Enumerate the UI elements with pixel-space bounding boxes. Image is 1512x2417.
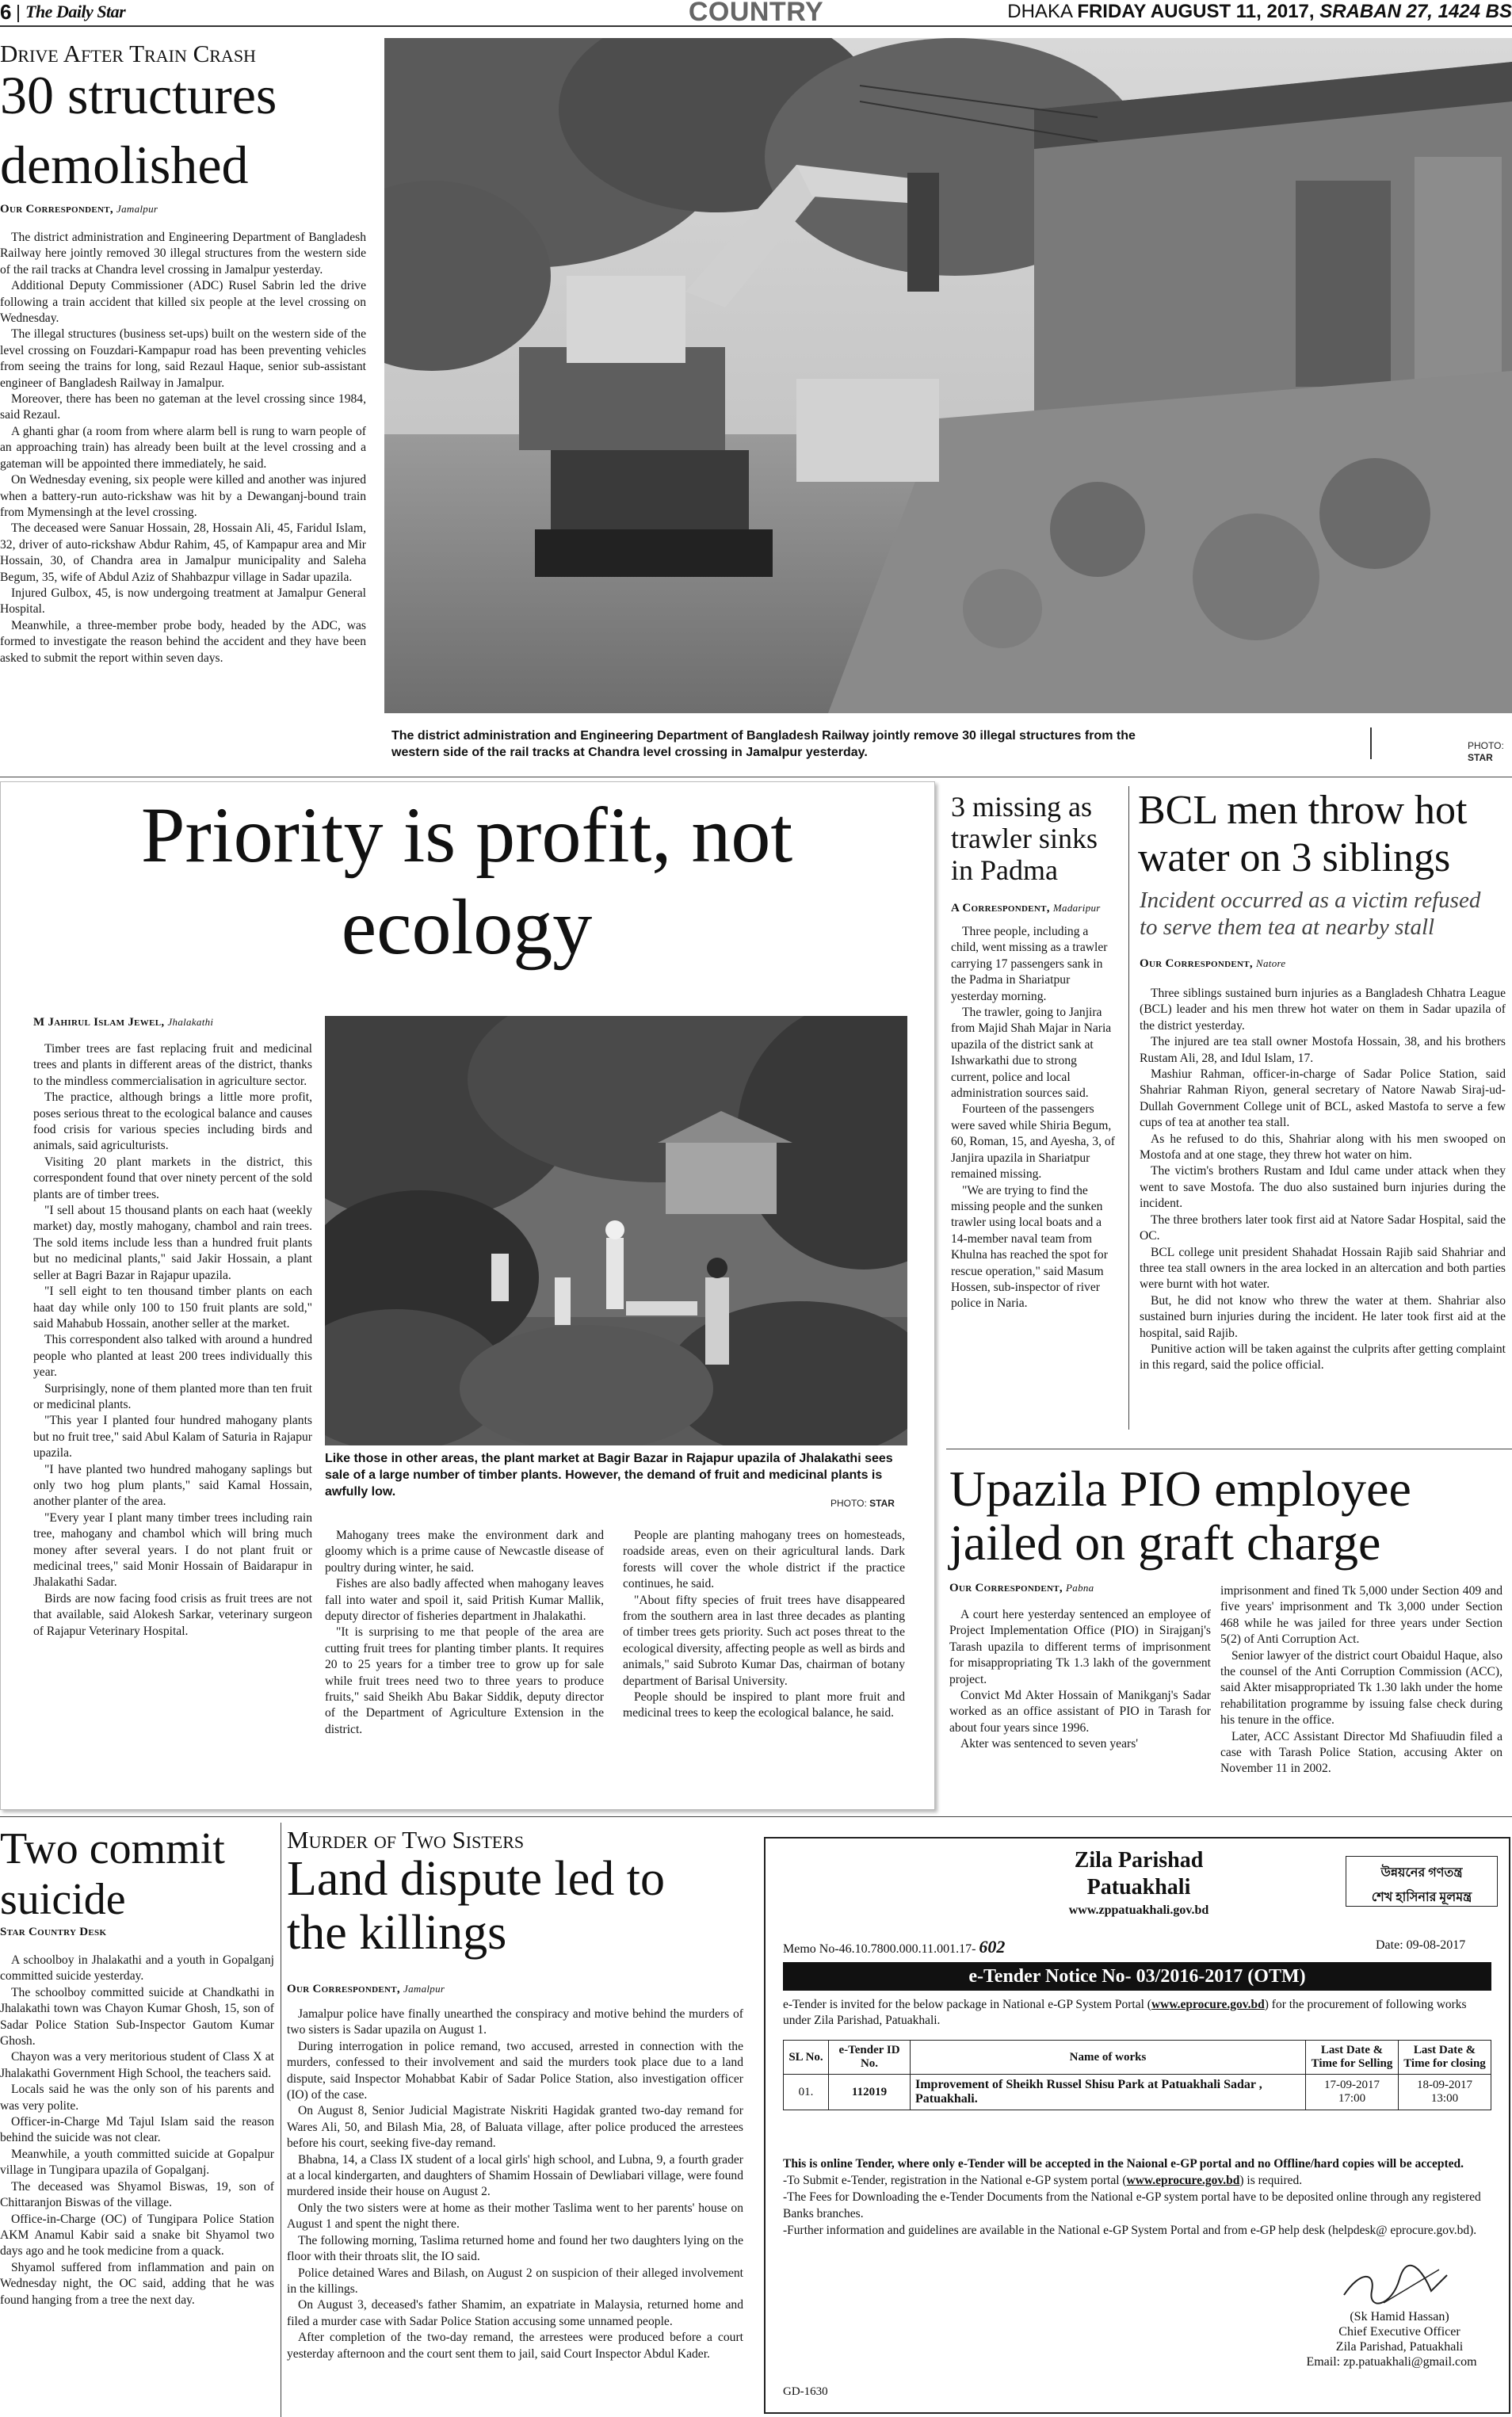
ad-memo-number: Memo No-46.10.7800.000.11.001.17-: [783, 1942, 976, 1956]
story4-paragraph: Mashiur Rahman, officer-in-charge of Sadar Police Station, said Shahriar Rahman Riyon, general secretary of Natore Nawab Siraj-ud-Dullah Government College unit of BCL, asked Mastofa to serve a few cups of tea at another tea stall.: [1140, 1067, 1506, 1130]
story2-paragraph: Birds are now facing food crisis as fruit trees are not that available, said Alokesh Sarkar, veterinary surgeon of Rajapur Veterinary Hospital.: [33, 1591, 312, 1638]
ad-note-helpdesk: -Further information and guidelines are available in the National e-GP System Portal and from e-GP help desk (helpdesk@ eprocure.gov.bd).: [783, 2224, 1477, 2237]
ad-signer-block: [1257, 2309, 1495, 2369]
story7-headline-line2: the killings: [287, 1906, 507, 1960]
ad-slogan-line1: উন্নয়নের গণতন্ত্র: [1380, 1866, 1463, 1880]
story7-headline-line1: Land dispute led to: [287, 1852, 665, 1906]
story2-paragraph: People are planting mahogany trees on homesteads, roadside areas, even on their agricultural lands. Dark forests will cover the whole district if the practice continues, he said.: [623, 1529, 905, 1591]
story5-column1: [949, 1607, 1211, 1753]
story5-paragraph: imprisonment and fined Tk 5,000 under Section 409 and five years' imprisonment and Tk 3,000 under Section 468 while he was jailed for three years under Section 5(2) of Anti Corruption Act.: [1220, 1584, 1502, 1647]
story2-byline: [33, 1016, 213, 1029]
ad-slogan-line2: শেখ হাসিনার মূলমন্ত্র: [1371, 1891, 1472, 1904]
tender-cell-id: 112019: [829, 2075, 911, 2110]
story4-subhead-line1: Incident occurred as a victim refused: [1140, 888, 1481, 913]
story2-paragraph: Timber trees are fast replacing fruit and medicinal trees and plants in different areas of the district, thanks to the mindless commercialisation in agriculture sector.: [33, 1042, 312, 1088]
section-title: COUNTRY: [688, 0, 824, 27]
story2-paragraph: "Every year I plant many timber trees including rain tree, mahogany and chambol which will bring much money after several years. I do not plant fruit or medicinal trees," said Monir Hossain of Baidarapur in Jhalakathi Sadar.: [33, 1510, 312, 1590]
story4-paragraph: The injured are tea stall owner Mostofa Hossain, 38, and his brothers Rustam Ali, 28, and Idul Islam, 17.: [1140, 1035, 1506, 1065]
story4-body: [1140, 986, 1506, 1374]
story3-byline-location: Madaripur: [1052, 902, 1101, 914]
story1-byline-name: Our Correspondent,: [0, 203, 113, 216]
story1-byline: [0, 203, 158, 216]
story6-paragraph: Officer-in-Charge Md Tajul Islam said the reason behind the suicide was not clear.: [0, 2115, 274, 2145]
story6-body: [0, 1953, 274, 2308]
page-header: [0, 0, 1512, 27]
story1-photo-caption: The district administration and Engineering Department of Bangladesh Railway jointly remove 30 illegal structures from the western side of the rail tracks at Chandra level crossing in Jamalpur yesterday.: [391, 729, 1136, 759]
story6-headline-line2: suicide: [0, 1875, 126, 1924]
story2-paragraph: "About fifty species of fruit trees have disappeared from the southern area in last three decades as planting of timber trees gets priority. Such act poses threat to the ecological diversity, affecting people as well as birds and animals," said Subroto Kumar Das, chairman of botany department of Barisal University.: [623, 1593, 905, 1688]
dateline-bs: SRABAN 27, 1424 BS: [1319, 1, 1512, 22]
story4-headline-line1: BCL men throw hot: [1138, 788, 1468, 833]
tender-cell-closing: 18-09-2017 13:00: [1399, 2075, 1491, 2110]
caption-divider: [1370, 727, 1372, 759]
story3-body: [951, 924, 1117, 1312]
ad-eprocure-link[interactable]: www.eprocure.gov.bd: [1126, 2174, 1240, 2187]
story2-headline-line1: Priority is profit, not: [140, 791, 793, 879]
story6-paragraph: Shyamol suffered from inflammation and pain on Wednesday night, the OC said, adding that he was found hanging from a tree the next day.: [0, 2260, 274, 2307]
demolition-photo: [384, 38, 1512, 713]
ad-website: www.zppatuakhali.gov.bd: [1068, 1903, 1209, 1917]
table-row: [784, 2075, 1491, 2110]
story7-paragraph: The following morning, Taslima returned home and found her two daughters lying on the floor with their throats slit, the IO said.: [287, 2233, 743, 2264]
tender-th-sl: SL No.: [784, 2041, 829, 2075]
story2-column2: [325, 1528, 604, 1738]
story6-headline-line1: Two commit: [0, 1824, 225, 1873]
story5-paragraph: A court here yesterday sentenced an employee of Project Implementation Office (PIO) in Sirajganj's Tarash upazila to different terms of imprisonment for misappropriating Tk 1.3 lakh of the government project.: [949, 1608, 1211, 1686]
story2-column1: [33, 1041, 312, 1640]
tender-cell-sl: 01.: [784, 2075, 829, 2110]
story4-byline-name: Our Correspondent,: [1140, 957, 1253, 970]
story1-paragraph: The illegal structures (business set-ups) built on the western side of the level crossing on Fouzdari-Kampapur road has been preventing vehicles from seeing the trains for long, said Rezaul Haque, senior sub-assistant engineer of Bangladesh Railway in Jamalpur.: [0, 327, 366, 390]
story5-byline-location: Pabna: [1066, 1582, 1094, 1594]
story2-paragraph: "I sell eight to ten thousand timber plants on each haat day while only 100 to 150 fruit plants are sold," said Mahabub Hossain, another seller at the market.: [33, 1285, 312, 1331]
photo-credit-source: STAR: [1468, 752, 1493, 763]
story1-photo-credit: [1468, 740, 1504, 764]
story1-paragraph: The deceased were Sanuar Hossain, 28, Hossain Ali, 45, Faridul Islam, 32, driver of auto-rickshaw Abdur Rahim, 45, of Kampapur area and Mir Hossain, 30, of Chandra area in Jamalpur municipality and Saleha Begum, 35, wife of Abdul Aziz of Shahbazpur village in Sadar upazila.: [0, 521, 366, 584]
story4-byline-location: Natore: [1256, 957, 1286, 969]
story2-paragraph: Visiting 20 plant markets in the district, this correspondent found that over ninety percent of the sold plants are of timber trees.: [33, 1155, 312, 1201]
story1-paragraph: Meanwhile, a three-member probe body, headed by the ADC, was formed to investigate the reason behind the accident and they have been asked to submit the report within seven days.: [0, 618, 366, 665]
story2-paragraph: "I have planted two hundred mahogany saplings but only two hog plum plants," said Kamal Hossain, another planter of the area.: [33, 1462, 312, 1509]
ad-intro: [783, 1997, 1491, 2029]
ad-note-registration-text: -To Submit e-Tender, registration in the National e-GP system portal (: [783, 2174, 1127, 2187]
story2-column3: [623, 1528, 905, 1722]
story1-byline-location: Jamalpur: [116, 203, 158, 215]
plant-market-photo-image: [325, 1016, 907, 1445]
story1-paragraph: On Wednesday evening, six people were killed and another was injured when a battery-run auto-rickshaw was hit by a Dewanganj-bound train from Mymensingh at the level crossing.: [0, 473, 366, 519]
dateline: [1007, 1, 1512, 23]
tender-th-closing: Last Date & Time for closing: [1399, 2041, 1491, 2075]
story3-paragraph: Three people, including a child, went missing as a trawler carrying 17 passengers sank in the Padma in Shariatpur yesterday morning.: [951, 925, 1108, 1003]
story4-paragraph: The three brothers later took first aid at Natore Sadar Hospital, said the OC.: [1140, 1212, 1506, 1243]
story1-headline-line1: 30 structures: [0, 65, 277, 125]
story7-paragraph: After completion of the two-day remand, the arrestees were produced before a court yesterday afternoon and the court sent them to jail, said Court Inspector Abdul Kader.: [287, 2331, 743, 2361]
story7-paragraph: Bhabna, 14, a Class IX student of a local girls' high school, and Lubna, 9, a fourth grader at a local kindergarten, and daughters of Shamim Hossain of Dewliabari village, were found murdered inside their house on August 2.: [287, 2152, 743, 2199]
story5-paragraph: Akter was sentenced to seven years': [960, 1737, 1139, 1751]
tender-table: [783, 2040, 1491, 2110]
ad-org-name-line1: Zila Parishad: [1074, 1848, 1204, 1873]
story5-paragraph: Convict Md Akter Hossain of Manikganj's Sadar worked as an office assistant of PIO in Tarash for about four years since 1996.: [949, 1689, 1211, 1735]
story2-byline-name: M Jahirul Islam Jewel,: [33, 1016, 165, 1029]
story4-paragraph: As he refused to do this, Shahriar along with his men swooped on Mostofa and at one stage, they threw hot water on him.: [1140, 1132, 1506, 1163]
story3-byline: [951, 902, 1101, 915]
story6-paragraph: A schoolboy in Jhalakathi and a youth in Gopalganj committed suicide yesterday.: [0, 1953, 274, 1984]
story1-paragraph: The district administration and Engineering Department of Bangladesh Railway here jointly removed 30 illegal structures from the western side of the rail tracks at Chandra level crossing in Jamalpur yesterday.: [0, 231, 366, 277]
ad-notice-title: e-Tender Notice No- 03/2016-2017 (OTM): [968, 1966, 1306, 1987]
story3-paragraph: Fourteen of the passengers were saved while Shiria Begum, 60, Roman, 15, and Ayesha, 3, of Janjira upazila in Shariatpur remained missing.: [951, 1102, 1115, 1182]
photo-credit-label: PHOTO:: [1468, 740, 1504, 751]
story1-kicker: Drive After Train Crash: [0, 40, 256, 67]
ad-eprocure-link[interactable]: www.eprocure.gov.bd: [1151, 1998, 1265, 2011]
story5-paragraph: Senior lawyer of the district court Obaidul Haque, also the counsel of the Anti Corruption Commission (ACC), said Akter misappropriated Tk 1.30 lakh under the home rehabilitation programme by issuing false check during his tenure in the office.: [1220, 1648, 1502, 1728]
story7-byline: [287, 1983, 445, 1996]
story2-photo-credit: [830, 1498, 895, 1509]
story7-paragraph: Only the two sisters were at home as their mother Taslima went to her parents' house on August 1 and spent the night there.: [287, 2201, 743, 2232]
ad-notes: [783, 2155, 1491, 2239]
story5-byline-name: Our Correspondent,: [949, 1582, 1063, 1594]
story2-headline-line2: ecology: [341, 883, 593, 971]
ad-org-name-line2: Patuakhali: [1086, 1875, 1191, 1900]
story2-paragraph: The practice, although brings a little more profit, poses serious threat to the ecological balance and causes food crisis for various species including birds and animals, said agriculturists.: [33, 1090, 312, 1153]
ad-signer-email[interactable]: Email: zp.patuakhali@gmail.com: [1306, 2355, 1477, 2369]
story4-paragraph: BCL college unit president Shahadat Hossain Rajib said Shahriar and three tea stall owners in the area locked in an altercation and both parties were burnt with hot water.: [1140, 1245, 1506, 1292]
story3-byline-name: A Correspondent,: [951, 902, 1050, 914]
story1-paragraph: Injured Gulbox, 45, is now undergoing treatment at Jamalpur General Hospital.: [0, 586, 366, 617]
story3-headline-line3: in Padma: [951, 854, 1058, 886]
story2-paragraph: "This year I planted four hundred mahogany plants but no fruit tree," said Abul Kalam of Saturia in Rajapur upazila.: [33, 1414, 312, 1461]
ad-slogan-box: [1346, 1856, 1498, 1907]
story7-paragraph: During interrogation in police remand, two accused, arrested in connection with the murders, confessed to their involvement and said the murders took place due to a land dispute, said Inspector Mohabbat Kabir of Sadar Police Station, also investigation officer (IO) of the case.: [287, 2039, 743, 2102]
story2-paragraph: This correspondent also talked with around a hundred people who planted at least 200 trees individually this year.: [33, 1333, 312, 1380]
story5-column2: [1220, 1583, 1502, 1777]
story1-headline-line2: demolished: [0, 135, 249, 195]
story7-paragraph: On August 3, deceased's father Shamim, an expatriate in Malaysia, returned home and filed a murder case with Sadar Police Station accusing some unnamed people.: [287, 2298, 743, 2328]
tender-advertisement: [764, 1837, 1510, 2414]
tender-th-id: e-Tender ID No.: [829, 2041, 911, 2075]
tender-cell-selling: 17-09-2017 17:00: [1306, 2075, 1399, 2110]
story4-paragraph: The victim's brothers Rustam and Idul came under attack when they went to save Mostofa. The duo also sustained burn injuries during the incident.: [1140, 1164, 1506, 1211]
ad-note-online: This is online Tender, where only e-Tender will be accepted in the Naional e-GP portal and no Offline/hard copies will be accepted.: [783, 2157, 1464, 2171]
story2-paragraph: Surprisingly, none of them planted more than ten fruit or medicinal plants.: [33, 1381, 312, 1411]
photo-credit-label: PHOTO:: [830, 1498, 867, 1509]
page-number: 6: [0, 0, 12, 24]
ad-signer-title: Chief Executive Officer: [1338, 2325, 1460, 2339]
ad-intro-text: e-Tender is invited for the below package in National e-GP System Portal (: [783, 1998, 1151, 2011]
ad-note-registration-tail: ) is required.: [1239, 2174, 1303, 2187]
story3-headline-line1: 3 missing as: [951, 791, 1093, 823]
story2-byline-location: Jhalakathi: [167, 1016, 214, 1028]
story5-paragraph: Later, ACC Assistant Director Md Shafiuudin filed a case with Tarash Police Station, accusing Akter on November 11 in 2002.: [1220, 1729, 1502, 1776]
story1-paragraph: Moreover, there has been no gateman at the level crossing since 1984, said Rezaul.: [0, 392, 366, 422]
story6-paragraph: Meanwhile, a youth committed suicide at Gopalpur village in Tungipara upazila of Gopalganj.: [0, 2147, 274, 2178]
story4-paragraph: Three siblings sustained burn injuries as a Bangladesh Chhatra League (BCL) leader and his men threw hot water on them in Sadar upazila of the district yesterday.: [1140, 987, 1506, 1033]
ad-signer-org: Zila Parishad, Patuakhali: [1335, 2340, 1464, 2354]
story4-subhead-line2: to serve them tea at nearby stall: [1140, 914, 1435, 940]
ad-note-fees: -The Fees for Downloading the e-Tender Documents from the National e-GP system portal have to be deposited online through any registered Banks branches.: [783, 2190, 1481, 2220]
tender-th-works: Name of works: [911, 2041, 1306, 2075]
story4-paragraph: But, he did not know who threw the water at them. Shahriar also sustained burn injuries during the incident. He later took first aid at the hospital, said Rajib.: [1140, 1293, 1506, 1340]
dateline-day: FRIDAY AUGUST 11, 2017,: [1077, 1, 1315, 22]
story7-kicker: Murder of Two Sisters: [287, 1826, 525, 1854]
story7-body: [287, 2007, 743, 2362]
story2-photo-caption: Like those in other areas, the plant market at Bagir Bazar in Rajapur upazila of Jhalakathi sees sale of a large number of timber plants. However, the demand of fruit and medicinal plants is awfully low.: [325, 1452, 893, 1499]
story7-byline-name: Our Correspondent,: [287, 1983, 400, 1995]
story6-paragraph: The schoolboy committed suicide at Chandkathi in Jhalakathi town was Chayon Kumar Ghosh, 15, son of Sadar Police Station Sub-Inspector Gautom Kumar Ghosh.: [0, 1985, 274, 2049]
dateline-city: DHAKA: [1007, 1, 1072, 22]
plant-market-photo: [325, 1016, 907, 1445]
story2-paragraph: Fishes are also badly affected when mahogany leaves fall into water and spoil it, said Pritish Kumar Mallik, deputy director of fisheries department in Jhalakathi.: [325, 1577, 604, 1624]
masthead-logo: The Daily Star: [25, 2, 126, 21]
story4-paragraph: Punitive action will be taken against the culprits after getting complaint in this regard, said the police official.: [1140, 1342, 1506, 1373]
story6-paragraph: The deceased was Shyamol Biswas, 19, son of Chittaranjon Biswas of the village.: [0, 2179, 274, 2210]
header-rule: [0, 25, 1512, 27]
ad-intro-tail: ) for the procurement of following works under Zila Parishad, Patuakhali.: [783, 1998, 1467, 2027]
story2-paragraph: People should be inspired to plant more fruit and medicinal trees to keep the ecological balance, he said.: [623, 1690, 905, 1720]
story3-paragraph: The trawler, going to Janjira from Majid Shah Majar in Naria upazila of the district sank at Ishwarkathi due to strong current, police and local administration sources said.: [951, 1006, 1112, 1101]
photo-credit-source: STAR: [869, 1498, 895, 1509]
story7-byline-location: Jamalpur: [403, 1983, 445, 1995]
story7-paragraph: On August 8, Senior Judicial Magistrate Niskriti Hagidak granted two-day remand for Wares Ali, 50, and Bilash Mia, 28, of Baluata village, after police produced the arrestees before his court, seeking five-day remand.: [287, 2104, 743, 2151]
story5-byline: [949, 1582, 1094, 1595]
story5-headline-line2: jailed on graft charge: [949, 1514, 1381, 1571]
story2-paragraph: Mahogany trees make the environment dark and gloomy which is a prime cause of Newcastle disease of poultry during winter, he said.: [325, 1529, 604, 1575]
story1-body: [0, 230, 366, 666]
trawler-bcl-divider: [1128, 786, 1129, 1430]
story2-paragraph: "It is surprising to me that people of the area are cutting fruit trees for planting timber plants. It requires 20 to 25 years for a timber tree to grow up for sale while fruit trees need two to three years to produce fruits," said Sheikh Abu Bakar Siddik, deputy director of the Department of Agriculture Extension in the district.: [325, 1625, 604, 1736]
demolition-photo-image: [384, 38, 1512, 713]
ad-notice-title-bar: [783, 1962, 1491, 1991]
story1-paragraph: A ghanti ghar (a room from where alarm bell is rung to warn people of an approaching train) has already been built at the level crossing and a gateman will be appointed there immediately, he said.: [0, 424, 366, 471]
tender-th-selling: Last Date & Time for Selling: [1306, 2041, 1399, 2075]
ad-gd-number: GD-1630: [783, 2385, 828, 2398]
middle-section-rule: [0, 1816, 1512, 1817]
story2-paragraph: "I sell about 15 thousand plants on each haat (weekly market) day, mostly mahogany, chambol and rain trees. The sold items include less than a hundred fruit plants but no medicinal plants," said Jakir Hossain, a plant seller at Bagri Bazar in Rajapur upazila.: [33, 1204, 312, 1282]
story6-paragraph: Chayon was a very meritorious student of Class X at Jhalakathi Government High School, the teachers said.: [0, 2050, 274, 2080]
ad-date: Date: 09-08-2017: [1376, 1938, 1466, 1952]
story6-byline: Star Country Desk: [0, 1926, 107, 1938]
story3-headline-line2: trawler sinks: [951, 823, 1098, 854]
tender-cell-works: Improvement of Sheikh Russel Shisu Park at Patuakhali Sadar , Patuakhali.: [911, 2075, 1306, 2110]
ad-note-registration: [783, 2172, 1491, 2189]
story6-paragraph: Office-in-Charge (OC) of Tungipara Police Station AKM Anamul Kabir said a snake bit Shyamol two days ago and he took medicine from a quack.: [0, 2212, 274, 2259]
ad-memo-handwritten: 602: [979, 1937, 1006, 1957]
story7-paragraph: Jamalpur police have finally unearthed the conspiracy and motive behind the murders of two sisters is Sadar upazila on August 1.: [287, 2007, 743, 2037]
story1-paragraph: Additional Deputy Commissioner (ADC) Rusel Sabrin led the drive following a train accident that killed six people at the level crossing on Wednesday.: [0, 279, 366, 326]
signature-mark: [1336, 2263, 1455, 2311]
story4-byline: [1140, 957, 1285, 971]
story7-paragraph: Police detained Wares and Bilash, on August 2 on suspicion of their alleged involvement in the killings.: [287, 2266, 743, 2296]
story3-paragraph: "We are trying to find the missing people and the sunken trawler using local boats and a 14-member naval team from Khulna has reached the spot for rescue operation," said Masum Hossen, sub-inspector of river police in Naria.: [951, 1183, 1108, 1311]
ad-memo: [783, 1937, 1005, 1957]
tender-table-header-row: [784, 2041, 1491, 2075]
story4-headline-line2: water on 3 siblings: [1138, 835, 1451, 880]
story6-paragraph: Locals said he was the only son of his parents and was very polite.: [0, 2083, 274, 2113]
story5-headline-line1: Upazila PIO employee: [949, 1461, 1411, 1517]
ad-signer-name: (Sk Hamid Hassan): [1350, 2310, 1449, 2323]
